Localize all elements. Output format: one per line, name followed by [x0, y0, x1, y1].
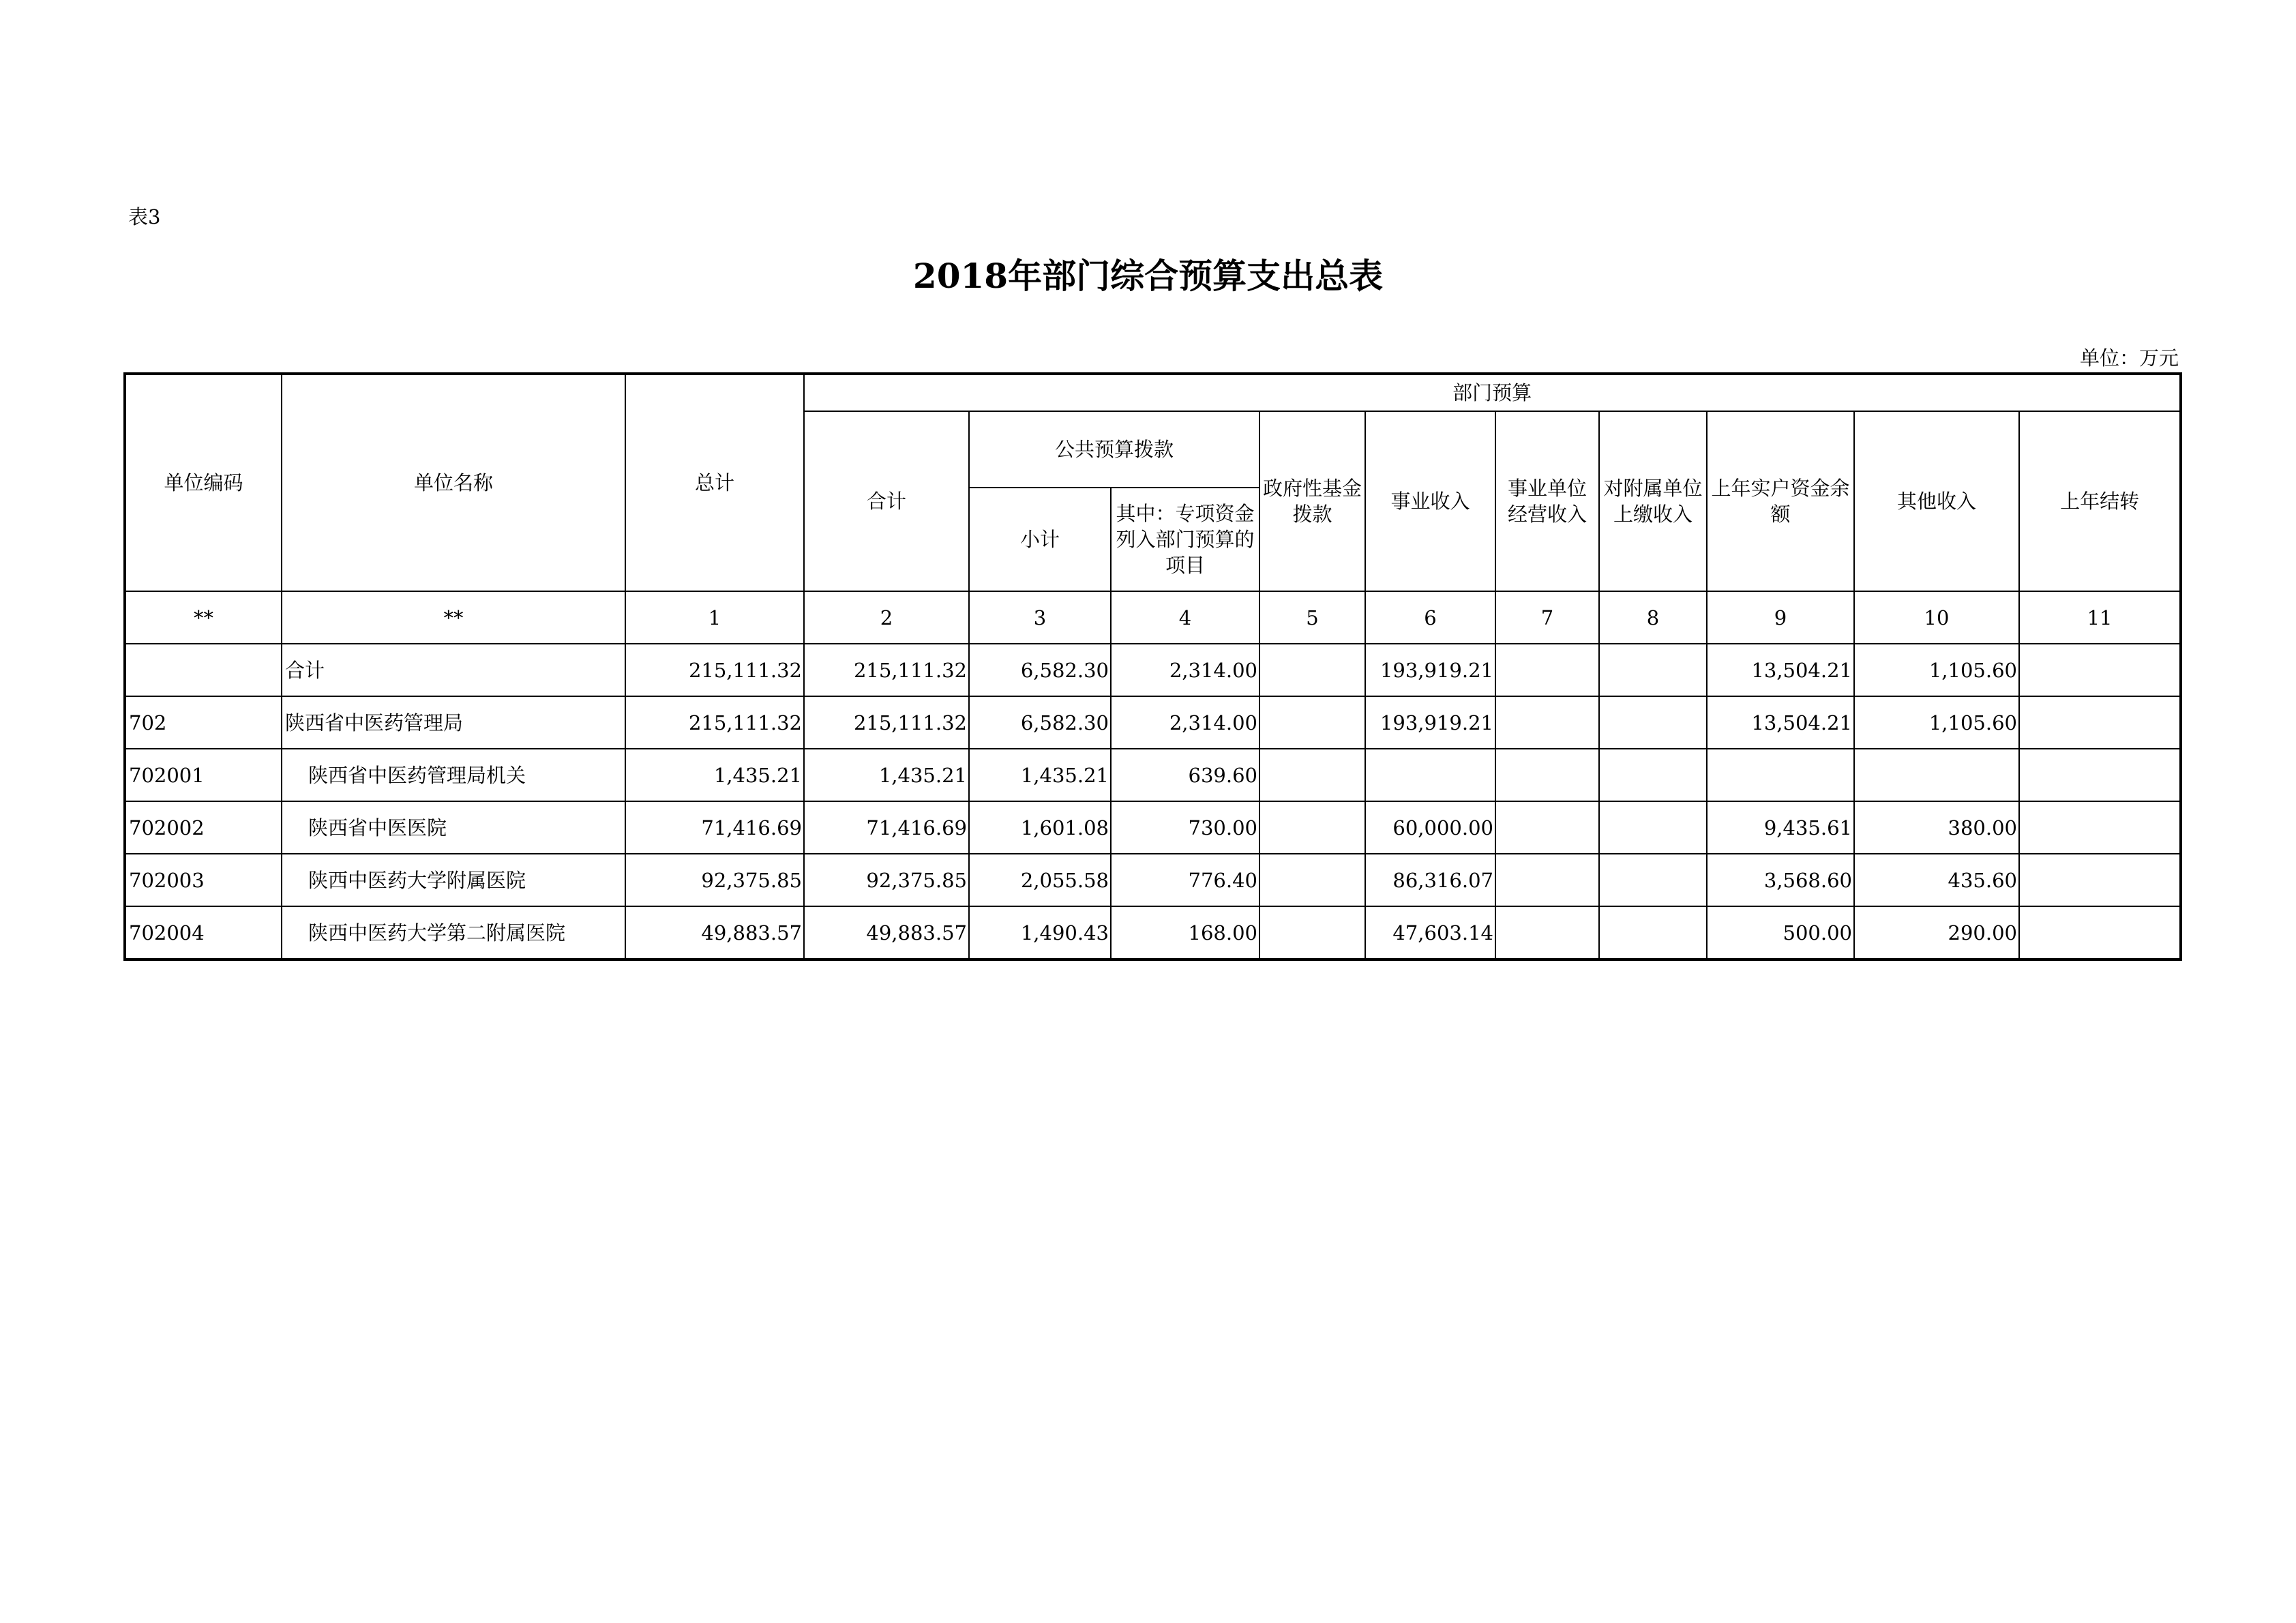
table-row	[125, 801, 2181, 854]
cell-subordinate-income	[1599, 749, 1707, 801]
cell-special-funds: 776.40	[1111, 854, 1259, 906]
cell-unit-code: 702002	[125, 801, 282, 854]
cell-other-income: 1,105.60	[1854, 696, 2019, 749]
cell-sum: 215,111.32	[804, 644, 969, 696]
cell-special-funds: 2,314.00	[1111, 644, 1259, 696]
cell-gov-fund	[1259, 906, 1365, 959]
cell-unit-name: 合计	[282, 644, 625, 696]
header-row-1	[125, 374, 2181, 411]
cell-other-income: 1,105.60	[1854, 644, 2019, 696]
cell-career-business-income	[1495, 906, 1599, 959]
index-cell: 3	[969, 591, 1111, 644]
cell-small-total: 1,490.43	[969, 906, 1111, 959]
table-row	[125, 906, 2181, 959]
header-special-funds: 其中：专项资金列入部门预算的项目	[1111, 488, 1259, 591]
unit-label: 单位：万元	[2079, 346, 2179, 370]
header-other-income: 其他收入	[1854, 411, 2019, 591]
cell-subordinate-income	[1599, 644, 1707, 696]
cell-last-year-carry	[2019, 801, 2181, 854]
cell-special-funds: 730.00	[1111, 801, 1259, 854]
cell-unit-name: 陕西中医药大学附属医院	[282, 854, 625, 906]
cell-career-income: 60,000.00	[1365, 801, 1495, 854]
cell-total: 71,416.69	[625, 801, 804, 854]
index-cell: 6	[1365, 591, 1495, 644]
cell-career-income: 86,316.07	[1365, 854, 1495, 906]
cell-special-funds: 168.00	[1111, 906, 1259, 959]
cell-career-income: 193,919.21	[1365, 696, 1495, 749]
cell-total: 215,111.32	[625, 696, 804, 749]
table-row	[125, 854, 2181, 906]
cell-other-income	[1854, 749, 2019, 801]
cell-total: 1,435.21	[625, 749, 804, 801]
header-career-business-income: 事业单位经营收入	[1495, 411, 1599, 591]
index-cell: 5	[1259, 591, 1365, 644]
index-cell: 10	[1854, 591, 2019, 644]
cell-subordinate-income	[1599, 854, 1707, 906]
cell-total: 49,883.57	[625, 906, 804, 959]
cell-gov-fund	[1259, 749, 1365, 801]
cell-last-year-balance: 13,504.21	[1707, 644, 1854, 696]
table-row	[125, 749, 2181, 801]
table-body	[125, 644, 2181, 959]
cell-total: 92,375.85	[625, 854, 804, 906]
header-sum: 合计	[804, 411, 969, 591]
budget-table	[123, 372, 2182, 961]
table-row	[125, 644, 2181, 696]
header-unit-code: 单位编码	[125, 374, 282, 591]
cell-total: 215,111.32	[625, 644, 804, 696]
cell-unit-name: 陕西省中医药管理局机关	[282, 749, 625, 801]
header-last-year-balance: 上年实户资金余额	[1707, 411, 1854, 591]
cell-sum: 92,375.85	[804, 854, 969, 906]
header-small-total: 小计	[969, 488, 1111, 591]
table-label: 表3	[128, 205, 161, 228]
cell-last-year-balance: 9,435.61	[1707, 801, 1854, 854]
header-career-income: 事业收入	[1365, 411, 1495, 591]
cell-subordinate-income	[1599, 801, 1707, 854]
cell-unit-name: 陕西省中医医院	[282, 801, 625, 854]
cell-small-total: 1,435.21	[969, 749, 1111, 801]
table-row	[125, 696, 2181, 749]
index-cell: 7	[1495, 591, 1599, 644]
index-cell: 2	[804, 591, 969, 644]
cell-small-total: 1,601.08	[969, 801, 1111, 854]
cell-unit-name: 陕西中医药大学第二附属医院	[282, 906, 625, 959]
cell-last-year-balance: 3,568.60	[1707, 854, 1854, 906]
index-cell: 1	[625, 591, 804, 644]
cell-sum: 215,111.32	[804, 696, 969, 749]
index-cell: **	[125, 591, 282, 644]
cell-last-year-balance	[1707, 749, 1854, 801]
index-cell: 11	[2019, 591, 2181, 644]
cell-career-business-income	[1495, 696, 1599, 749]
cell-unit-name: 陕西省中医药管理局	[282, 696, 625, 749]
header-last-year-carry: 上年结转	[2019, 411, 2181, 591]
index-cell: 9	[1707, 591, 1854, 644]
cell-career-business-income	[1495, 854, 1599, 906]
cell-other-income: 290.00	[1854, 906, 2019, 959]
header-total: 总计	[625, 374, 804, 591]
cell-gov-fund	[1259, 801, 1365, 854]
cell-last-year-carry	[2019, 854, 2181, 906]
cell-unit-code: 702	[125, 696, 282, 749]
cell-last-year-carry	[2019, 644, 2181, 696]
cell-small-total: 2,055.58	[969, 854, 1111, 906]
cell-gov-fund	[1259, 696, 1365, 749]
cell-special-funds: 639.60	[1111, 749, 1259, 801]
cell-last-year-balance: 500.00	[1707, 906, 1854, 959]
cell-career-income: 47,603.14	[1365, 906, 1495, 959]
cell-last-year-carry	[2019, 696, 2181, 749]
cell-small-total: 6,582.30	[969, 644, 1111, 696]
index-row	[125, 591, 2181, 644]
cell-special-funds: 2,314.00	[1111, 696, 1259, 749]
index-cell: 8	[1599, 591, 1707, 644]
cell-sum: 1,435.21	[804, 749, 969, 801]
header-gov-fund: 政府性基金拨款	[1259, 411, 1365, 591]
header-unit-name: 单位名称	[282, 374, 625, 591]
cell-last-year-balance: 13,504.21	[1707, 696, 1854, 749]
cell-last-year-carry	[2019, 749, 2181, 801]
cell-unit-code: 702004	[125, 906, 282, 959]
cell-unit-code: 702001	[125, 749, 282, 801]
cell-career-income	[1365, 749, 1495, 801]
page-title: 2018年部门综合预算支出总表	[912, 256, 1384, 296]
index-cell: 4	[1111, 591, 1259, 644]
cell-gov-fund	[1259, 644, 1365, 696]
cell-last-year-carry	[2019, 906, 2181, 959]
cell-gov-fund	[1259, 854, 1365, 906]
cell-unit-code	[125, 644, 282, 696]
cell-sum: 71,416.69	[804, 801, 969, 854]
cell-sum: 49,883.57	[804, 906, 969, 959]
cell-career-business-income	[1495, 644, 1599, 696]
cell-subordinate-income	[1599, 906, 1707, 959]
cell-subordinate-income	[1599, 696, 1707, 749]
index-cell: **	[282, 591, 625, 644]
header-dept-budget: 部门预算	[804, 374, 2181, 411]
cell-other-income: 380.00	[1854, 801, 2019, 854]
header-subordinate-income: 对附属单位上缴收入	[1599, 411, 1707, 591]
cell-small-total: 6,582.30	[969, 696, 1111, 749]
cell-career-income: 193,919.21	[1365, 644, 1495, 696]
cell-other-income: 435.60	[1854, 854, 2019, 906]
cell-career-business-income	[1495, 749, 1599, 801]
cell-career-business-income	[1495, 801, 1599, 854]
header-public-budget: 公共预算拨款	[969, 411, 1259, 488]
cell-unit-code: 702003	[125, 854, 282, 906]
